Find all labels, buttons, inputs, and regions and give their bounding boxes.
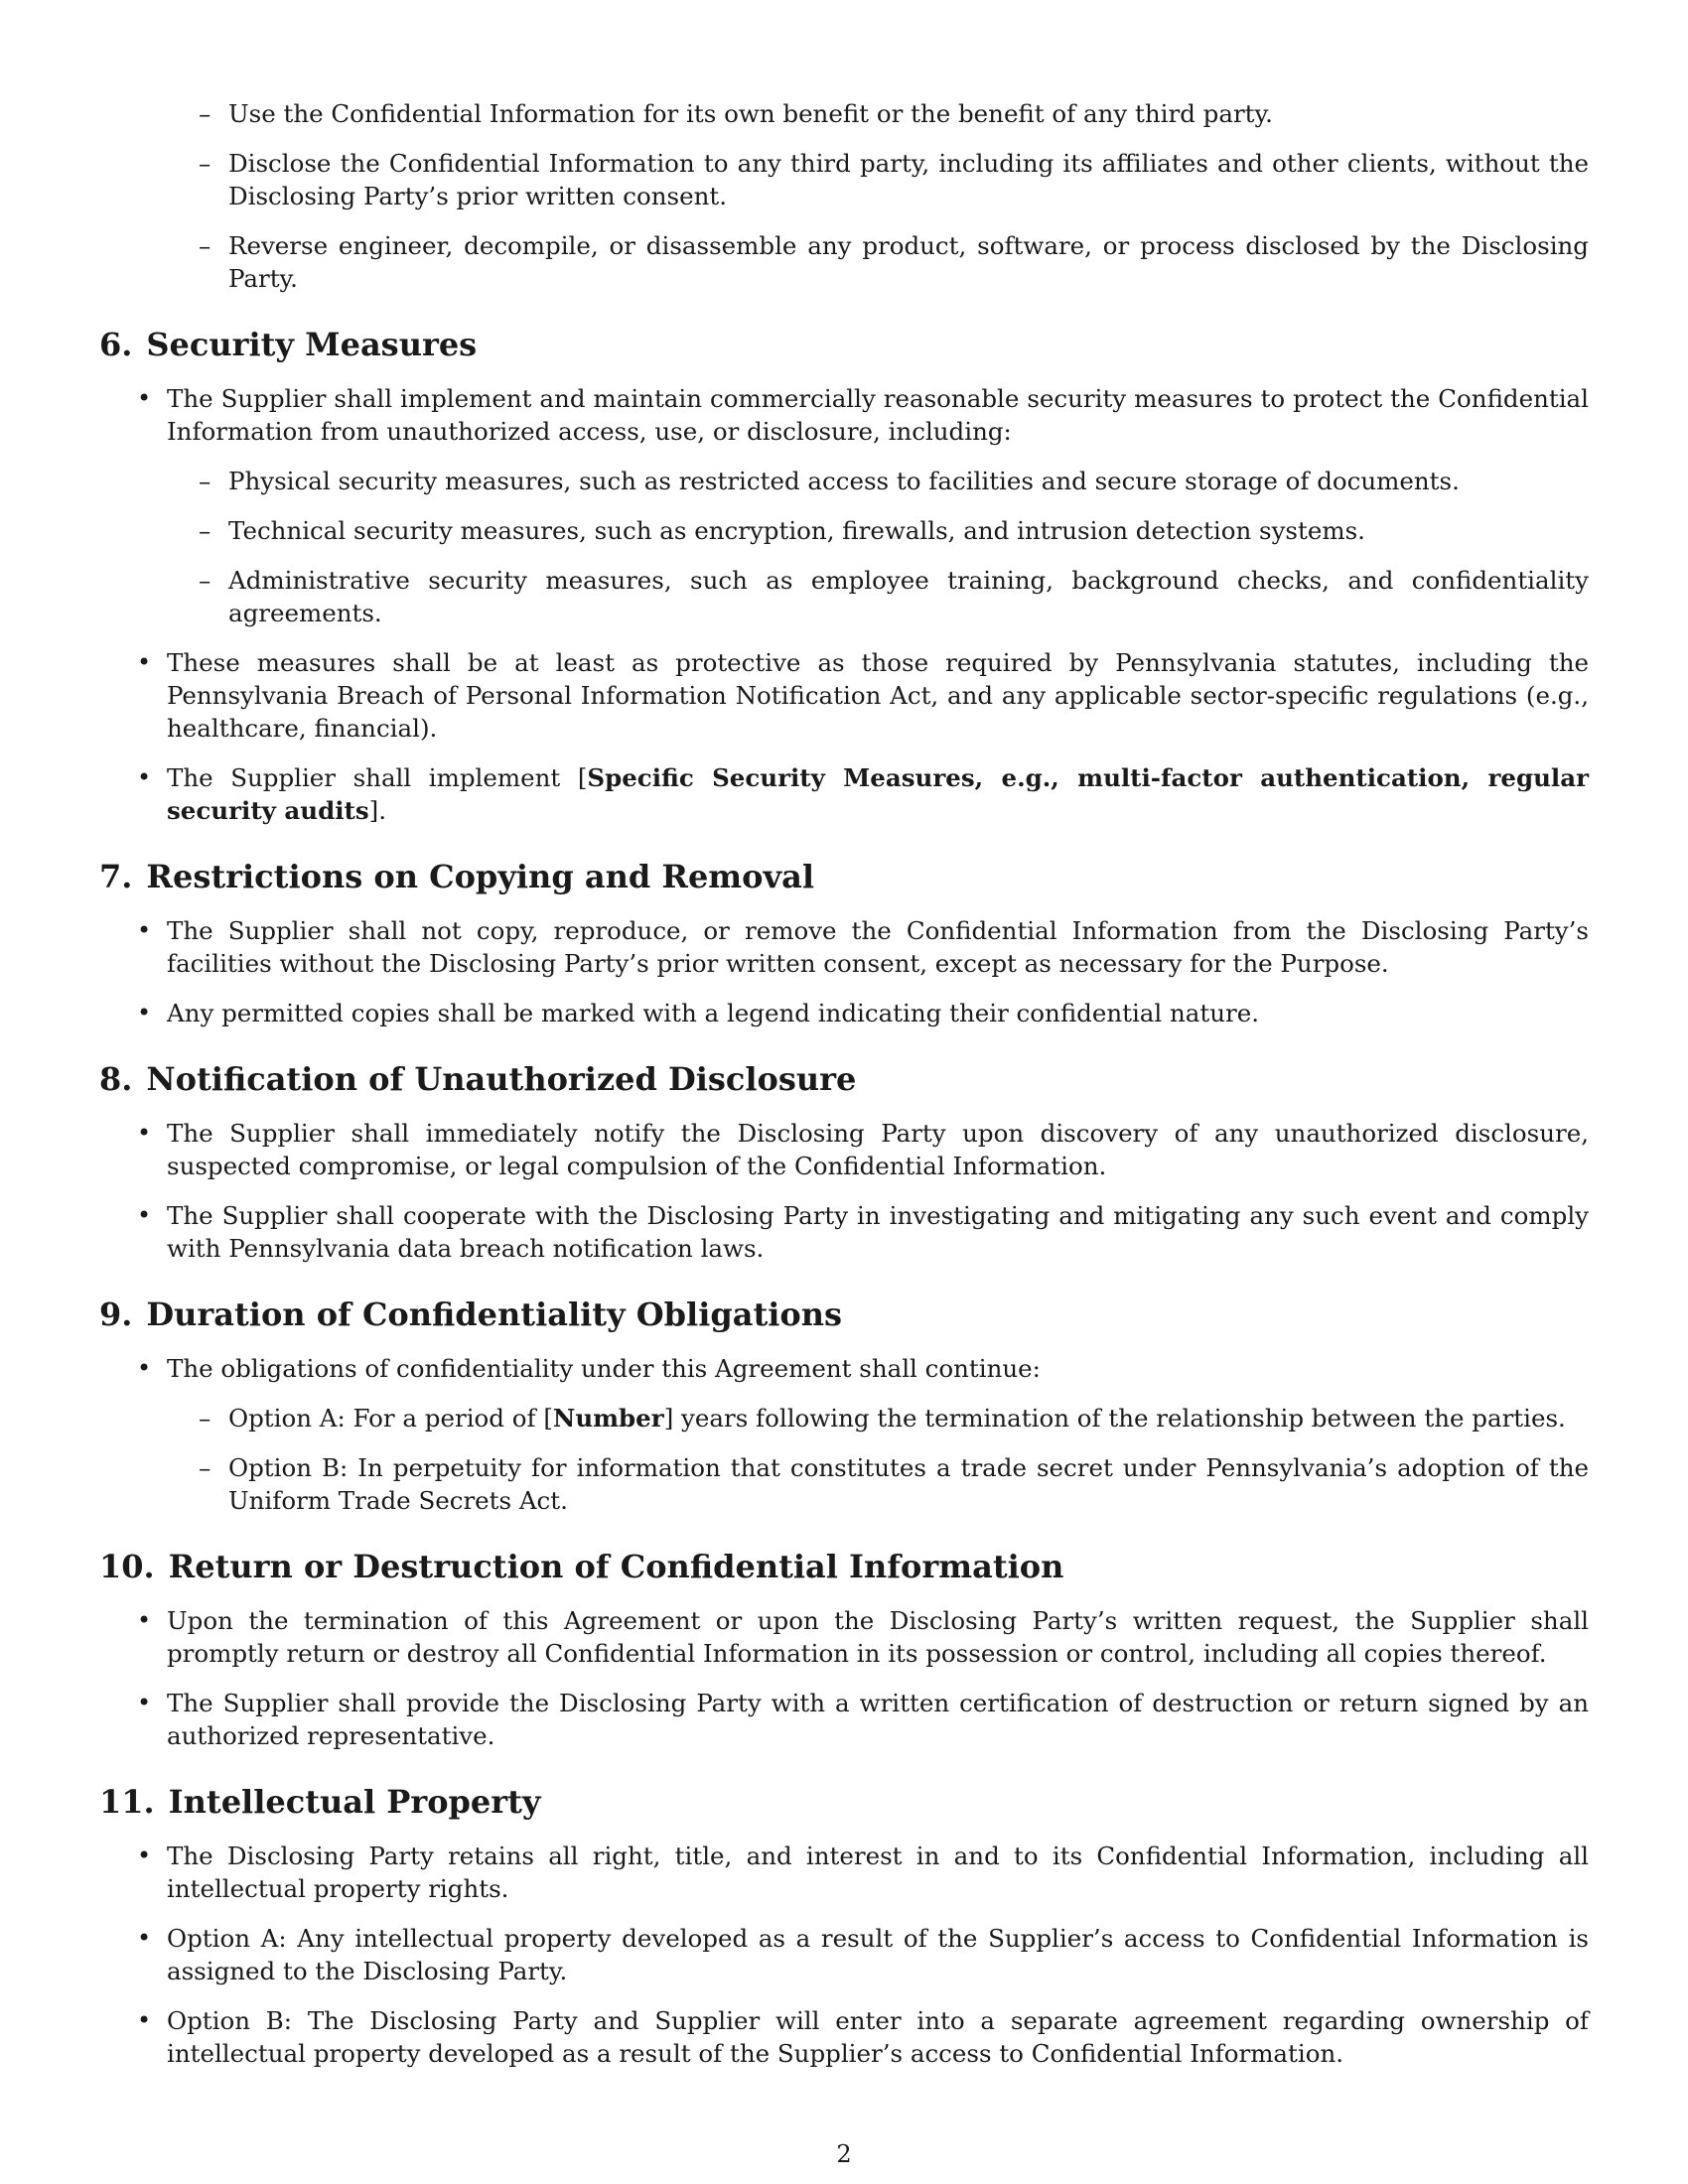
list-item: – Use the Confidential Information for its own benefit or the benefit of any third party. [99, 97, 1589, 130]
list-item: • The Disclosing Party retains all right, title, and interest in and to its Confidential Information, including all intellectual property rights. [99, 1840, 1589, 1905]
section-title: Restrictions on Copying and Removal [146, 858, 814, 895]
list-item: – Disclose the Confidential Information to any third party, including its affiliates and other clients, without the Disclosing Party’s prior written consent. [99, 147, 1589, 212]
list-item [167, 1402, 1589, 1434]
list-item-text: The Supplier shall implement and maintain commercially reasonable security measures to protect the Confidential Information from unauthorized access, use, or disclosure, including: [167, 384, 1589, 446]
list-item-text: Option A: For a period of [ [228, 1404, 553, 1433]
list-item: – Technical security measures, such as encryption, firewalls, and intrusion detection systems. [167, 514, 1589, 547]
section-title: Intellectual Property [168, 1783, 541, 1821]
page-number: 2 [836, 2140, 852, 2168]
section-number: 9. [99, 1296, 133, 1333]
list-item: – Physical security measures, such as restricted access to facilities and secure storage of documents. [167, 465, 1589, 497]
list-item-text: ] years following the termination of the relationship between the parties. [663, 1404, 1566, 1433]
bullet-list [99, 1604, 1589, 1752]
list-item-text: The Supplier shall implement [ [167, 763, 588, 792]
list-item: • The Supplier shall cooperate with the Disclosing Party in investigating and mitigating any such event and comply with Pennsylvania data breach notification laws. [99, 1199, 1589, 1265]
sub-list [167, 1402, 1589, 1517]
bullet-list [99, 382, 1589, 827]
list-item: – Administrative security measures, such as employee training, background checks, and confidentiality agreements. [167, 564, 1589, 629]
section-8 [99, 1059, 1589, 1265]
section-title: Notification of Unauthorized Disclosure [146, 1060, 857, 1098]
bullet-list [99, 1117, 1589, 1265]
list-item: • The Supplier shall not copy, reproduce, or remove the Confidential Information from the Disclosing Party’s facilities without the Disclosing Party’s prior written consent, except as necessary for the Purpose. [99, 914, 1589, 980]
list-item-text: ]. [368, 796, 387, 825]
section-number: 11. [99, 1783, 155, 1821]
section-heading [99, 1782, 1589, 1822]
continued-prohibitions-list [99, 97, 1589, 295]
section-number: 10. [99, 1548, 155, 1585]
placeholder-text: Number [552, 1404, 664, 1433]
list-item: – Reverse engineer, decompile, or disassemble any product, software, or process disclosed by the Disclosing Party. [99, 229, 1589, 295]
bullet-list [99, 1840, 1589, 2070]
list-item: • The Supplier shall immediately notify the Disclosing Party upon discovery of any unauthorized disclosure, suspected compromise, or legal compulsion of the Confidential Information. [99, 1117, 1589, 1182]
section-heading [99, 1059, 1589, 1099]
section-heading [99, 1547, 1589, 1586]
section-heading [99, 1295, 1589, 1334]
section-number: 8. [99, 1060, 133, 1098]
section-7 [99, 857, 1589, 1029]
section-11 [99, 1782, 1589, 2070]
list-item [99, 1352, 1589, 1517]
list-item: • The Supplier shall provide the Disclosing Party with a written certification of destruction or return signed by an authorized representative. [99, 1687, 1589, 1752]
list-item [99, 382, 1589, 629]
section-heading [99, 325, 1589, 364]
list-item [99, 761, 1589, 827]
placeholder-text: Specific Security Measures, e.g., multi-factor authentication, regular security audits [167, 763, 1589, 825]
section-title: Security Measures [146, 326, 478, 363]
section-number: 7. [99, 858, 133, 895]
list-item-text: The obligations of confidentiality under this Agreement shall continue: [167, 1354, 1041, 1383]
sub-list [167, 465, 1589, 629]
section-10 [99, 1547, 1589, 1752]
section-heading [99, 857, 1589, 896]
list-item: • Upon the termination of this Agreement or upon the Disclosing Party’s written request, the Supplier shall promptly return or destroy all Confidential Information in its possession or control, including all copies thereof. [99, 1604, 1589, 1670]
list-item: • These measures shall be at least as protective as those required by Pennsylvania statutes, including the Pennsylvania Breach of Personal Information Notification Act, and any applicable sector-specific regulations (e.g., healthcare, financial). [99, 646, 1589, 745]
section-title: Duration of Confidentiality Obligations [146, 1296, 843, 1333]
list-item: – Option B: In perpetuity for information that constitutes a trade secret under Pennsylvania’s adoption of the Uniform Trade Secrets Act. [167, 1451, 1589, 1517]
page-content [99, 97, 1589, 2087]
section-6 [99, 325, 1589, 827]
section-number: 6. [99, 326, 133, 363]
list-item: • Option B: The Disclosing Party and Supplier will enter into a separate agreement regarding ownership of intellectual property developed as a result of the Supplier’s access to Confidential Information. [99, 2004, 1589, 2070]
list-item: • Option A: Any intellectual property developed as a result of the Supplier’s access to Confidential Information is assigned to the Disclosing Party. [99, 1922, 1589, 1987]
bullet-list [99, 914, 1589, 1029]
bullet-list [99, 1352, 1589, 1517]
section-title: Return or Destruction of Confidential Information [168, 1548, 1064, 1585]
section-9 [99, 1295, 1589, 1517]
list-item: • Any permitted copies shall be marked with a legend indicating their confidential nature. [99, 997, 1589, 1029]
